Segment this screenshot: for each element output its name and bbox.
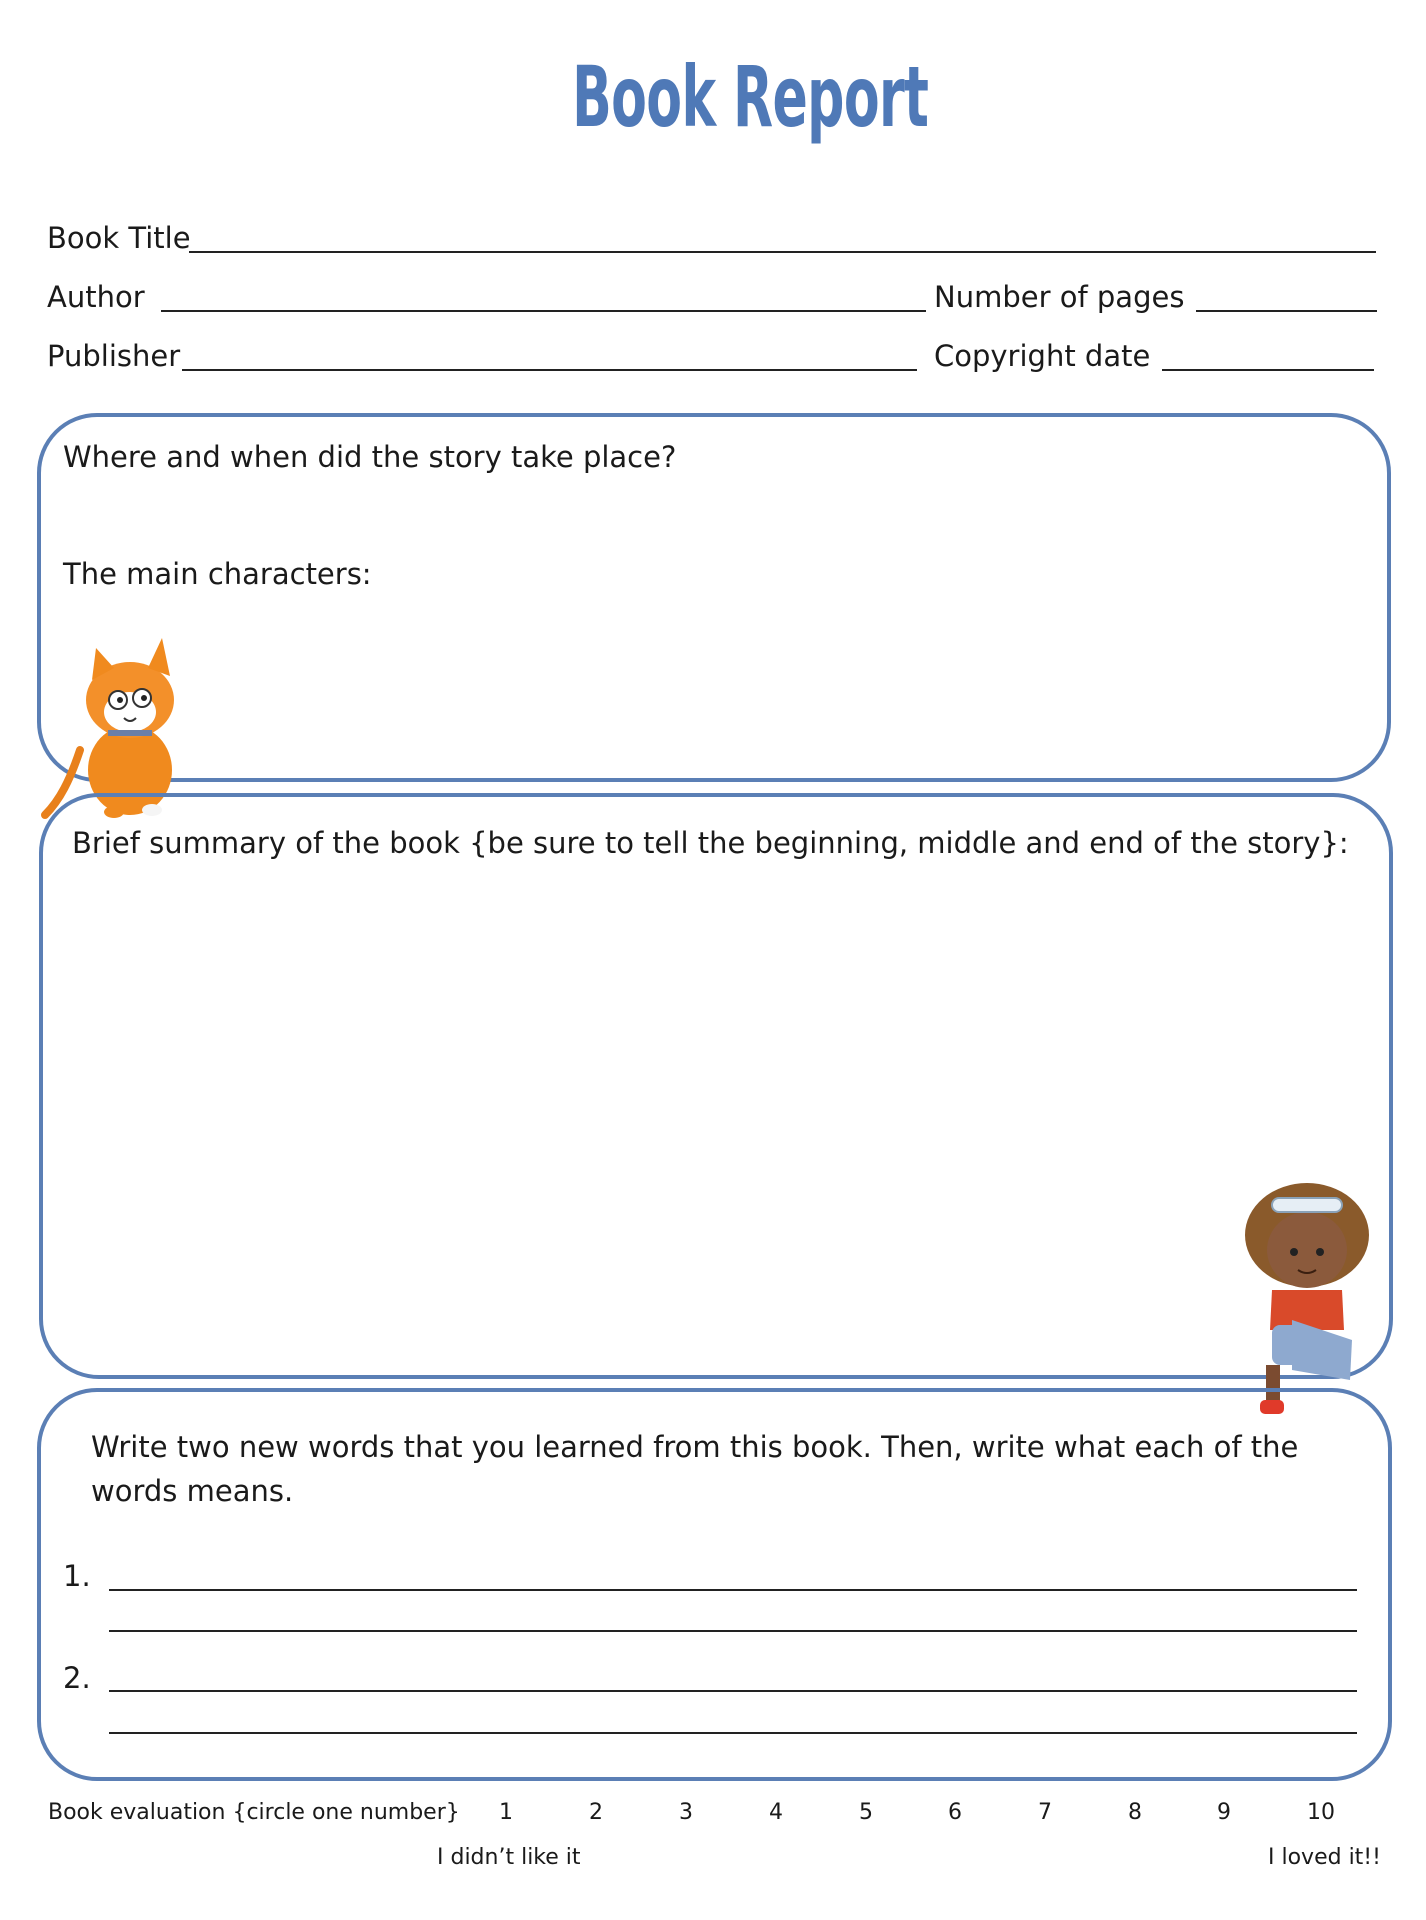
rating-5[interactable]: 5 [859, 1800, 873, 1825]
word1-line-a[interactable] [109, 1589, 1357, 1591]
characters-question: The main characters: [63, 557, 372, 591]
number-of-pages-label: Number of pages [934, 280, 1185, 314]
new-words-prompt-line1: Write two new words that you learned from this book. Then, write what each of the [91, 1430, 1299, 1464]
book-title-label: Book Title [47, 221, 191, 255]
page-title: Book Report [572, 48, 929, 146]
copyright-date-line[interactable] [1162, 369, 1374, 371]
rating-low-label: I didn’t like it [437, 1845, 581, 1870]
word2-line-a[interactable] [109, 1690, 1357, 1692]
rating-8[interactable]: 8 [1128, 1800, 1142, 1825]
word2-line-b[interactable] [109, 1732, 1357, 1734]
copyright-date-label: Copyright date [934, 339, 1151, 373]
author-label: Author [47, 280, 145, 314]
book-title-line[interactable] [189, 251, 1376, 253]
rating-9[interactable]: 9 [1217, 1800, 1231, 1825]
author-line[interactable] [161, 310, 926, 312]
new-words-prompt-line2: words means. [91, 1474, 294, 1508]
summary-box[interactable] [39, 793, 1393, 1379]
word1-line-b[interactable] [109, 1630, 1357, 1632]
rating-4[interactable]: 4 [769, 1800, 783, 1825]
rating-2[interactable]: 2 [589, 1800, 603, 1825]
item-number-1: 1. [63, 1559, 91, 1593]
cat-illustration-icon [40, 630, 200, 820]
rating-1[interactable]: 1 [499, 1800, 513, 1825]
summary-prompt: Brief summary of the book {be sure to tell the beginning, middle and end of the story}: [72, 826, 1349, 860]
rating-7[interactable]: 7 [1038, 1800, 1052, 1825]
evaluation-label: Book evaluation {circle one number} [48, 1800, 460, 1825]
item-number-2: 2. [63, 1661, 91, 1695]
rating-6[interactable]: 6 [948, 1800, 962, 1825]
number-of-pages-line[interactable] [1196, 310, 1377, 312]
publisher-label: Publisher [47, 339, 181, 373]
rating-3[interactable]: 3 [679, 1800, 693, 1825]
setting-question: Where and when did the story take place? [63, 440, 677, 474]
rating-10[interactable]: 10 [1307, 1800, 1335, 1825]
publisher-line[interactable] [182, 369, 917, 371]
rating-high-label: I loved it!! [1268, 1845, 1381, 1870]
